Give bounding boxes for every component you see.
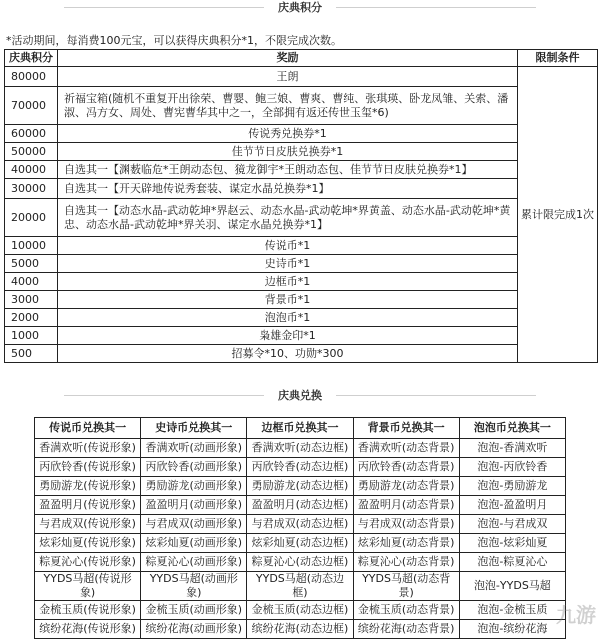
divider bbox=[336, 7, 536, 8]
exchange-item-cell: 泡泡-YYDS马超 bbox=[459, 572, 565, 601]
points-cell: 1000 bbox=[5, 327, 58, 345]
points-cell: 2000 bbox=[5, 309, 58, 327]
exchange-item-cell: 泡泡-盈盈明月 bbox=[459, 496, 565, 515]
exchange-item-cell: 粽夏沁心(动态边框) bbox=[247, 553, 353, 572]
exchange-item-cell: 缤纷花海(传说形象) bbox=[35, 620, 141, 639]
exchange-item-cell: 香满欢听(动态背景) bbox=[353, 439, 459, 458]
reward-cell: 王朗 bbox=[58, 67, 518, 87]
reward-cell: 佳节节日皮肤兑换券*1 bbox=[58, 143, 518, 161]
points-cell: 5000 bbox=[5, 255, 58, 273]
table-header-row bbox=[5, 50, 598, 67]
exchange-item-cell: 泡泡-勇励游龙 bbox=[459, 477, 565, 496]
table-header-row bbox=[35, 418, 566, 439]
exchange-item-cell: 缤纷花海(动画形象) bbox=[141, 620, 247, 639]
exchange-item-cell: 香满欢听(传说形象) bbox=[35, 439, 141, 458]
exchange-item-cell: 丙欣铃香(传说形象) bbox=[35, 458, 141, 477]
section-title: 庆典积分 bbox=[264, 0, 336, 15]
table-row bbox=[35, 553, 566, 572]
header-reward: 奖励 bbox=[58, 50, 518, 67]
exchange-item-cell: YYDS马超(动态边框) bbox=[247, 572, 353, 601]
exchange-item-cell: 炫彩灿夏(动画形象) bbox=[141, 534, 247, 553]
exchange-item-cell: 泡泡-丙欣铃香 bbox=[459, 458, 565, 477]
points-cell: 500 bbox=[5, 345, 58, 363]
table-row bbox=[35, 439, 566, 458]
exchange-item-cell: 与君成双(动态背景) bbox=[353, 515, 459, 534]
column-header: 传说币兑换其一 bbox=[35, 418, 141, 439]
exchange-item-cell: 金梳玉质(传说形象) bbox=[35, 601, 141, 620]
points-cell: 20000 bbox=[5, 199, 58, 237]
column-header: 泡泡币兑换其一 bbox=[459, 418, 565, 439]
divider bbox=[64, 395, 264, 396]
table-row bbox=[35, 477, 566, 496]
exchange-item-cell: 与君成双(传说形象) bbox=[35, 515, 141, 534]
table-row bbox=[5, 125, 598, 143]
exchange-item-cell: 盈盈明月(传说形象) bbox=[35, 496, 141, 515]
column-header: 边框币兑换其一 bbox=[247, 418, 353, 439]
reward-cell: 泡泡币*1 bbox=[58, 309, 518, 327]
table-row bbox=[35, 534, 566, 553]
table-row bbox=[5, 67, 598, 87]
exchange-item-cell: 粽夏沁心(传说形象) bbox=[35, 553, 141, 572]
table-row bbox=[5, 327, 598, 345]
exchange-item-cell: 盈盈明月(动画形象) bbox=[141, 496, 247, 515]
points-cell: 30000 bbox=[5, 179, 58, 199]
reward-cell: 招募令*10、功勋*300 bbox=[58, 345, 518, 363]
reward-cell: 背景币*1 bbox=[58, 291, 518, 309]
divider bbox=[64, 7, 264, 8]
divider bbox=[336, 395, 536, 396]
table-row bbox=[5, 87, 598, 125]
table-row bbox=[35, 620, 566, 639]
exchange-item-cell: 粽夏沁心(动画形象) bbox=[141, 553, 247, 572]
exchange-item-cell: 泡泡-香满欢听 bbox=[459, 439, 565, 458]
column-header: 史诗币兑换其一 bbox=[141, 418, 247, 439]
reward-cell: 祈福宝箱(随机不重复开出徐荣、曹婴、鲍三娘、曹爽、曹纯、张琪瑛、卧龙凤雏、关索、潘淑、冯方女、周处、曹宪曹华其中之一，全部拥有返还传世玉玺*6) bbox=[58, 87, 518, 125]
exchange-table bbox=[34, 417, 566, 639]
points-cell: 50000 bbox=[5, 143, 58, 161]
exchange-item-cell: 丙欣铃香(动画形象) bbox=[141, 458, 247, 477]
exchange-item-cell: 盈盈明月(动态背景) bbox=[353, 496, 459, 515]
points-cell: 60000 bbox=[5, 125, 58, 143]
exchange-item-cell: 泡泡-金梳玉质 bbox=[459, 601, 565, 620]
exchange-item-cell: 金梳玉质(动态边框) bbox=[247, 601, 353, 620]
exchange-item-cell: 丙欣铃香(动态背景) bbox=[353, 458, 459, 477]
exchange-item-cell: 勇励游龙(动态背景) bbox=[353, 477, 459, 496]
points-cell: 40000 bbox=[5, 161, 58, 179]
limit-cell: 累计限完成1次 bbox=[518, 67, 598, 363]
exchange-item-cell: 勇励游龙(动态边框) bbox=[247, 477, 353, 496]
table-row bbox=[35, 496, 566, 515]
exchange-item-cell: 香满欢听(动画形象) bbox=[141, 439, 247, 458]
table-row bbox=[5, 291, 598, 309]
exchange-item-cell: 泡泡-炫彩灿夏 bbox=[459, 534, 565, 553]
reward-cell: 自选其一【动态水晶-武动乾坤*界赵云、动态水晶-武动乾坤*界黄盖、动态水晶-武动乾坤*黄忠、动态水晶-武动乾坤*界关羽、谋定水晶兑换券*1】 bbox=[58, 199, 518, 237]
reward-cell: 传说秀兑换券*1 bbox=[58, 125, 518, 143]
points-cell: 4000 bbox=[5, 273, 58, 291]
exchange-item-cell: 泡泡-粽夏沁心 bbox=[459, 553, 565, 572]
exchange-item-cell: YYDS马超(动态背景) bbox=[353, 572, 459, 601]
section-title: 庆典兑换 bbox=[264, 387, 336, 403]
section-header-points bbox=[0, 0, 600, 14]
watermark-logo: 九游 bbox=[556, 599, 596, 628]
exchange-item-cell: 勇励游龙(动画形象) bbox=[141, 477, 247, 496]
table-row bbox=[5, 143, 598, 161]
section-header-exchange bbox=[0, 388, 600, 402]
reward-cell: 枭雄金印*1 bbox=[58, 327, 518, 345]
header-points: 庆典积分 bbox=[5, 50, 58, 67]
exchange-item-cell: 勇励游龙(传说形象) bbox=[35, 477, 141, 496]
points-cell: 80000 bbox=[5, 67, 58, 87]
points-cell: 70000 bbox=[5, 87, 58, 125]
table-row bbox=[5, 309, 598, 327]
exchange-item-cell: 炫彩灿夏(动态边框) bbox=[247, 534, 353, 553]
exchange-item-cell: 与君成双(动画形象) bbox=[141, 515, 247, 534]
table-row bbox=[5, 199, 598, 237]
reward-cell: 自选其一【开天辟地传说秀套装、谋定水晶兑换券*1】 bbox=[58, 179, 518, 199]
exchange-item-cell: 香满欢听(动态边框) bbox=[247, 439, 353, 458]
table-row bbox=[35, 458, 566, 477]
reward-cell: 传说币*1 bbox=[58, 237, 518, 255]
reward-cell: 史诗币*1 bbox=[58, 255, 518, 273]
exchange-item-cell: 炫彩灿夏(传说形象) bbox=[35, 534, 141, 553]
reward-cell: 自选其一【渊薮临危*王朗动态包、獍龙御宇*王朗动态包、佳节节日皮肤兑换券*1】 bbox=[58, 161, 518, 179]
exchange-item-cell: 金梳玉质(动画形象) bbox=[141, 601, 247, 620]
table-row bbox=[35, 601, 566, 620]
exchange-item-cell: 丙欣铃香(动态边框) bbox=[247, 458, 353, 477]
points-reward-table bbox=[4, 49, 598, 363]
header-limit: 限制条件 bbox=[518, 50, 598, 67]
table-row bbox=[5, 161, 598, 179]
exchange-item-cell: 泡泡-与君成双 bbox=[459, 515, 565, 534]
table-row bbox=[5, 237, 598, 255]
exchange-item-cell: 盈盈明月(动态边框) bbox=[247, 496, 353, 515]
exchange-item-cell: 泡泡-缤纷花海 bbox=[459, 620, 565, 639]
table-row bbox=[5, 273, 598, 291]
reward-cell: 边框币*1 bbox=[58, 273, 518, 291]
table-row bbox=[5, 255, 598, 273]
exchange-item-cell: 粽夏沁心(动态背景) bbox=[353, 553, 459, 572]
exchange-item-cell: 缤纷花海(动态边框) bbox=[247, 620, 353, 639]
column-header: 背景币兑换其一 bbox=[353, 418, 459, 439]
points-cell: 10000 bbox=[5, 237, 58, 255]
table-row bbox=[5, 345, 598, 363]
points-cell: 3000 bbox=[5, 291, 58, 309]
exchange-item-cell: YYDS马超(传说形象) bbox=[35, 572, 141, 601]
table-row bbox=[5, 179, 598, 199]
activity-note: *活动期间，每消费100元宝，可以获得庆典积分*1，不限完成次数。 bbox=[6, 32, 342, 48]
table-row bbox=[35, 515, 566, 534]
table-row bbox=[35, 572, 566, 601]
exchange-item-cell: 与君成双(动态边框) bbox=[247, 515, 353, 534]
exchange-item-cell: 缤纷花海(动态背景) bbox=[353, 620, 459, 639]
exchange-item-cell: YYDS马超(动画形象) bbox=[141, 572, 247, 601]
exchange-item-cell: 炫彩灿夏(动态背景) bbox=[353, 534, 459, 553]
exchange-item-cell: 金梳玉质(动态背景) bbox=[353, 601, 459, 620]
